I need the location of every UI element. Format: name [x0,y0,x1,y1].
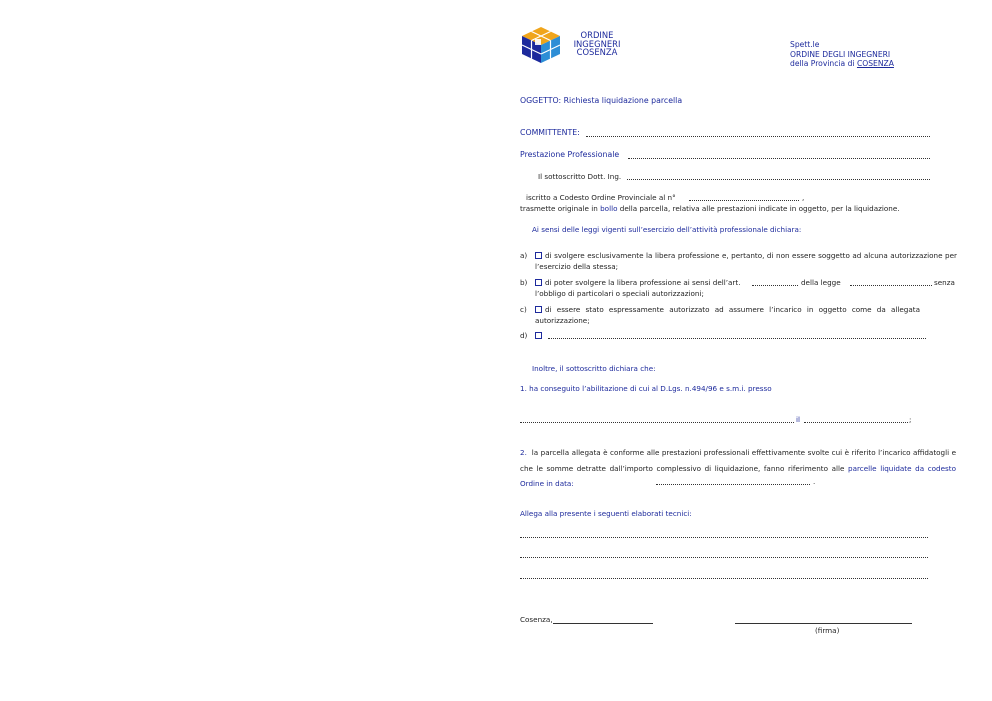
recipient-address [790,40,894,69]
logo-line-2: INGEGNERI [573,38,621,49]
option-b-line-2: l’obbligo di particolari o speciali autorizzazioni; [535,289,704,298]
signature-label: (firma) [815,626,840,635]
iscritto-comma: , [802,193,805,202]
recipient-line-1: Spett.le [790,40,820,49]
option-b-art-field[interactable] [752,285,798,286]
prestazione-field[interactable] [628,158,930,159]
point-2-text: la parcella allegata è conforme alle prestazioni professionali effettivamente svolte cui è riferito l’incarico affidatogli e che le somme detratte dall’importo complessivo di liquidazione, fanno riferimento alle [520,448,956,473]
date-field[interactable] [553,623,653,624]
logo-line-1: ORDINE [580,30,614,40]
sottoscritto-label: Il sottoscritto Dott. Ing. [538,172,622,181]
option-b-line-1 [535,278,741,287]
logo-text [564,31,630,57]
trasmette-bollo: bollo [600,204,618,213]
signature-field[interactable] [735,623,912,624]
point-1-text: 1. ha conseguito l’abilitazione di cui al D.Lgs. n.494/96 e s.m.i. presso [520,384,772,393]
elaborati-line-3[interactable] [520,578,928,579]
subject-line: OGGETTO: Richiesta liquidazione parcella [520,96,683,105]
point-1-date-field[interactable] [804,422,908,423]
ai-sensi-heading: Ai sensi delle leggi vigenti sull’esercizio dell’attività professionale dichiara: [532,225,802,234]
point-1-il: il [796,415,800,424]
option-b-text-b: della legge [801,278,841,287]
committente-field[interactable] [586,136,930,137]
place-label: Cosenza, [520,615,553,624]
option-a-letter: a) [520,251,528,260]
iscritto-label: iscritto a Codesto Ordine Provinciale al n° [526,193,676,202]
point-2-num: 2. [520,448,527,457]
option-b-law-field[interactable] [850,285,932,286]
point-1-semicolon: ; [909,415,912,424]
option-a-checkbox[interactable] [535,252,542,259]
inoltre-heading: Inoltre, il sottoscritto dichiara che: [532,364,656,373]
elaborati-line-1[interactable] [520,537,928,538]
point-2-period: . [813,477,816,486]
option-c [535,305,920,326]
point-1-place-field[interactable] [520,422,794,423]
prestazione-label: Prestazione Professionale [520,150,620,159]
committente-label: COMMITTENTE: [520,128,580,137]
option-b-text-a: di poter svolgere la libera professione ai sensi dell’art. [545,278,741,287]
trasmette-line [520,204,900,213]
elaborati-line-2[interactable] [520,557,928,558]
recipient-line-3-prefix: della Provincia di [790,59,857,69]
allega-heading: Allega alla presente i seguenti elaborati tecnici: [520,509,692,518]
logo-line-3: COSENZA [576,47,618,58]
option-c-checkbox[interactable] [535,306,542,313]
option-a [535,251,957,272]
recipient-line-2: ORDINE DEGLI INGEGNERI [790,49,891,59]
recipient-line-3 [790,59,894,69]
trasmette-before: trasmette originale in [520,204,601,213]
option-d-checkbox[interactable] [535,332,542,339]
option-a-text: di svolgere esclusivamente la libera professione e, pertanto, di non essere soggetto ad alcuna autorizzazione per l’esercizio della stessa; [535,251,957,271]
iscritto-number-field[interactable] [689,200,799,201]
option-b-letter: b) [520,278,528,287]
option-d-letter: d) [520,331,528,340]
option-d-field[interactable] [548,338,926,339]
option-c-text: di essere stato espressamente autorizzato ad assumere l’incarico in oggetto come da allegata autorizzazione; [535,305,920,325]
option-d [535,331,545,340]
order-logo-icon [520,25,562,65]
sottoscritto-name-field[interactable] [627,179,930,180]
trasmette-after: della parcella, relativa alle prestazioni indicate in oggetto, per la liquidazione. [617,204,900,213]
option-c-letter: c) [520,305,527,314]
point-2-date-field[interactable] [656,484,810,485]
recipient-city: COSENZA [856,59,894,69]
point-2-emph: parcelle liquidate da codesto Ordine in data: [520,463,956,488]
option-b-checkbox[interactable] [535,279,542,286]
option-b-text-c: senza [934,278,955,287]
